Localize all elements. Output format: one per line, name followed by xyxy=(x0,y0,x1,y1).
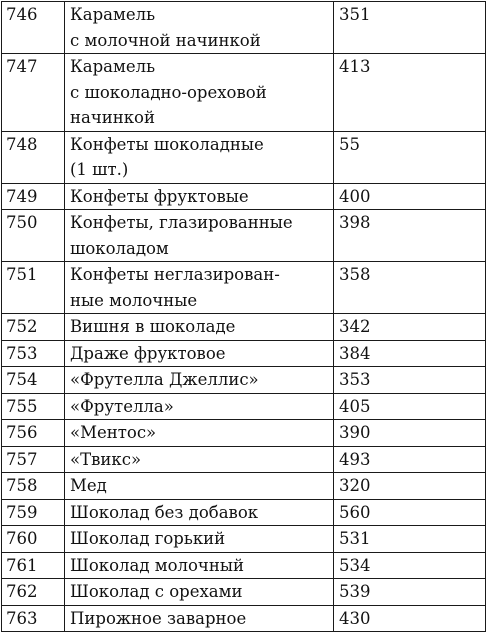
row-number-cell: 761 xyxy=(2,552,65,579)
table-row xyxy=(2,526,486,553)
table-row xyxy=(2,473,486,500)
product-name-cell xyxy=(65,262,334,314)
product-name-cell xyxy=(65,526,334,553)
calorie-value-cell: 531 xyxy=(334,526,486,553)
row-number-cell: 746 xyxy=(2,2,65,54)
product-name-cell xyxy=(65,605,334,632)
product-name-line: Карамель xyxy=(70,5,156,24)
product-name-line: Конфеты, глазированные xyxy=(70,213,293,232)
row-number-cell: 757 xyxy=(2,446,65,473)
product-name-line: Конфеты фруктовые xyxy=(70,186,249,206)
row-number-cell: 747 xyxy=(2,54,65,132)
table-row xyxy=(2,420,486,447)
product-name-cell xyxy=(65,183,334,210)
calorie-value-cell: 560 xyxy=(334,499,486,526)
row-number-cell: 750 xyxy=(2,210,65,262)
calorie-value-cell: 390 xyxy=(334,420,486,447)
product-name-line: «Фрутелла Джеллис» xyxy=(70,370,259,389)
table-row xyxy=(2,262,486,314)
product-name-line: Карамель xyxy=(70,57,156,76)
product-name-line: начинкой xyxy=(70,108,155,127)
table-row xyxy=(2,499,486,526)
product-name-line: Конфеты неглазирован- xyxy=(70,265,280,284)
product-name-line: Шоколад с орехами xyxy=(70,582,243,601)
row-number-cell: 763 xyxy=(2,605,65,632)
product-name-line: Вишня в шоколаде xyxy=(70,317,236,336)
table-row xyxy=(2,605,486,632)
calorie-value-cell: 55 xyxy=(334,131,486,183)
table-row xyxy=(2,314,486,341)
table-row xyxy=(2,552,486,579)
product-name-cell xyxy=(65,314,334,341)
calorie-value-cell: 398 xyxy=(334,210,486,262)
product-name-cell xyxy=(65,446,334,473)
product-name-cell xyxy=(65,499,334,526)
product-name-line: с молочной начинкой xyxy=(70,30,261,50)
row-number-cell: 752 xyxy=(2,314,65,341)
product-name-line: (1 шт.) xyxy=(70,160,129,179)
table-row xyxy=(2,340,486,367)
table-body xyxy=(2,2,486,632)
product-name-line: Пирожное заварное xyxy=(70,608,247,628)
table-row xyxy=(2,446,486,473)
product-name-cell xyxy=(65,54,334,132)
product-name-cell xyxy=(65,2,334,54)
table-row xyxy=(2,393,486,420)
calorie-value-cell: 493 xyxy=(334,446,486,473)
product-name-cell xyxy=(65,131,334,183)
row-number-cell: 759 xyxy=(2,499,65,526)
calorie-value-cell: 342 xyxy=(334,314,486,341)
product-name-cell xyxy=(65,393,334,420)
table-row xyxy=(2,367,486,394)
calorie-value-cell: 351 xyxy=(334,2,486,54)
calorie-value-cell: 320 xyxy=(334,473,486,500)
product-name-line: Мед xyxy=(70,476,107,495)
row-number-cell: 762 xyxy=(2,579,65,606)
row-number-cell: 756 xyxy=(2,420,65,447)
row-number-cell: 748 xyxy=(2,131,65,183)
product-name-cell xyxy=(65,473,334,500)
row-number-cell: 760 xyxy=(2,526,65,553)
product-name-cell xyxy=(65,340,334,367)
product-name-cell xyxy=(65,367,334,394)
table-row xyxy=(2,210,486,262)
row-number-cell: 751 xyxy=(2,262,65,314)
product-name-line: Шоколад без добавок xyxy=(70,502,259,522)
product-name-cell xyxy=(65,420,334,447)
product-name-cell xyxy=(65,579,334,606)
product-name-line: ные молочные xyxy=(70,290,198,310)
table-row xyxy=(2,579,486,606)
product-name-line: Драже фруктовое xyxy=(70,343,226,363)
row-number-cell: 749 xyxy=(2,183,65,210)
calorie-value-cell: 539 xyxy=(334,579,486,606)
product-name-cell xyxy=(65,210,334,262)
calorie-value-cell: 353 xyxy=(334,367,486,394)
calorie-table xyxy=(1,1,486,632)
product-name-line: Конфеты шоколадные xyxy=(70,134,264,154)
product-name-line: Шоколад горький xyxy=(70,529,226,548)
row-number-cell: 754 xyxy=(2,367,65,394)
row-number-cell: 755 xyxy=(2,393,65,420)
product-name-line: «Ментос» xyxy=(70,423,157,442)
calorie-value-cell: 413 xyxy=(334,54,486,132)
product-name-cell xyxy=(65,552,334,579)
table-row xyxy=(2,131,486,183)
calorie-value-cell: 358 xyxy=(334,262,486,314)
product-name-line: «Фрутелла» xyxy=(70,396,174,416)
calorie-value-cell: 534 xyxy=(334,552,486,579)
product-name-line: Шоколад молочный xyxy=(70,555,244,575)
product-name-line: «Твикс» xyxy=(70,449,142,469)
table-row xyxy=(2,183,486,210)
calorie-value-cell: 430 xyxy=(334,605,486,632)
table-row xyxy=(2,2,486,54)
calorie-value-cell: 405 xyxy=(334,393,486,420)
row-number-cell: 758 xyxy=(2,473,65,500)
calorie-value-cell: 400 xyxy=(334,183,486,210)
product-name-line: шоколадом xyxy=(70,238,169,258)
calorie-value-cell: 384 xyxy=(334,340,486,367)
table-row xyxy=(2,54,486,132)
product-name-line: с шоколадно-ореховой xyxy=(70,82,267,102)
row-number-cell: 753 xyxy=(2,340,65,367)
